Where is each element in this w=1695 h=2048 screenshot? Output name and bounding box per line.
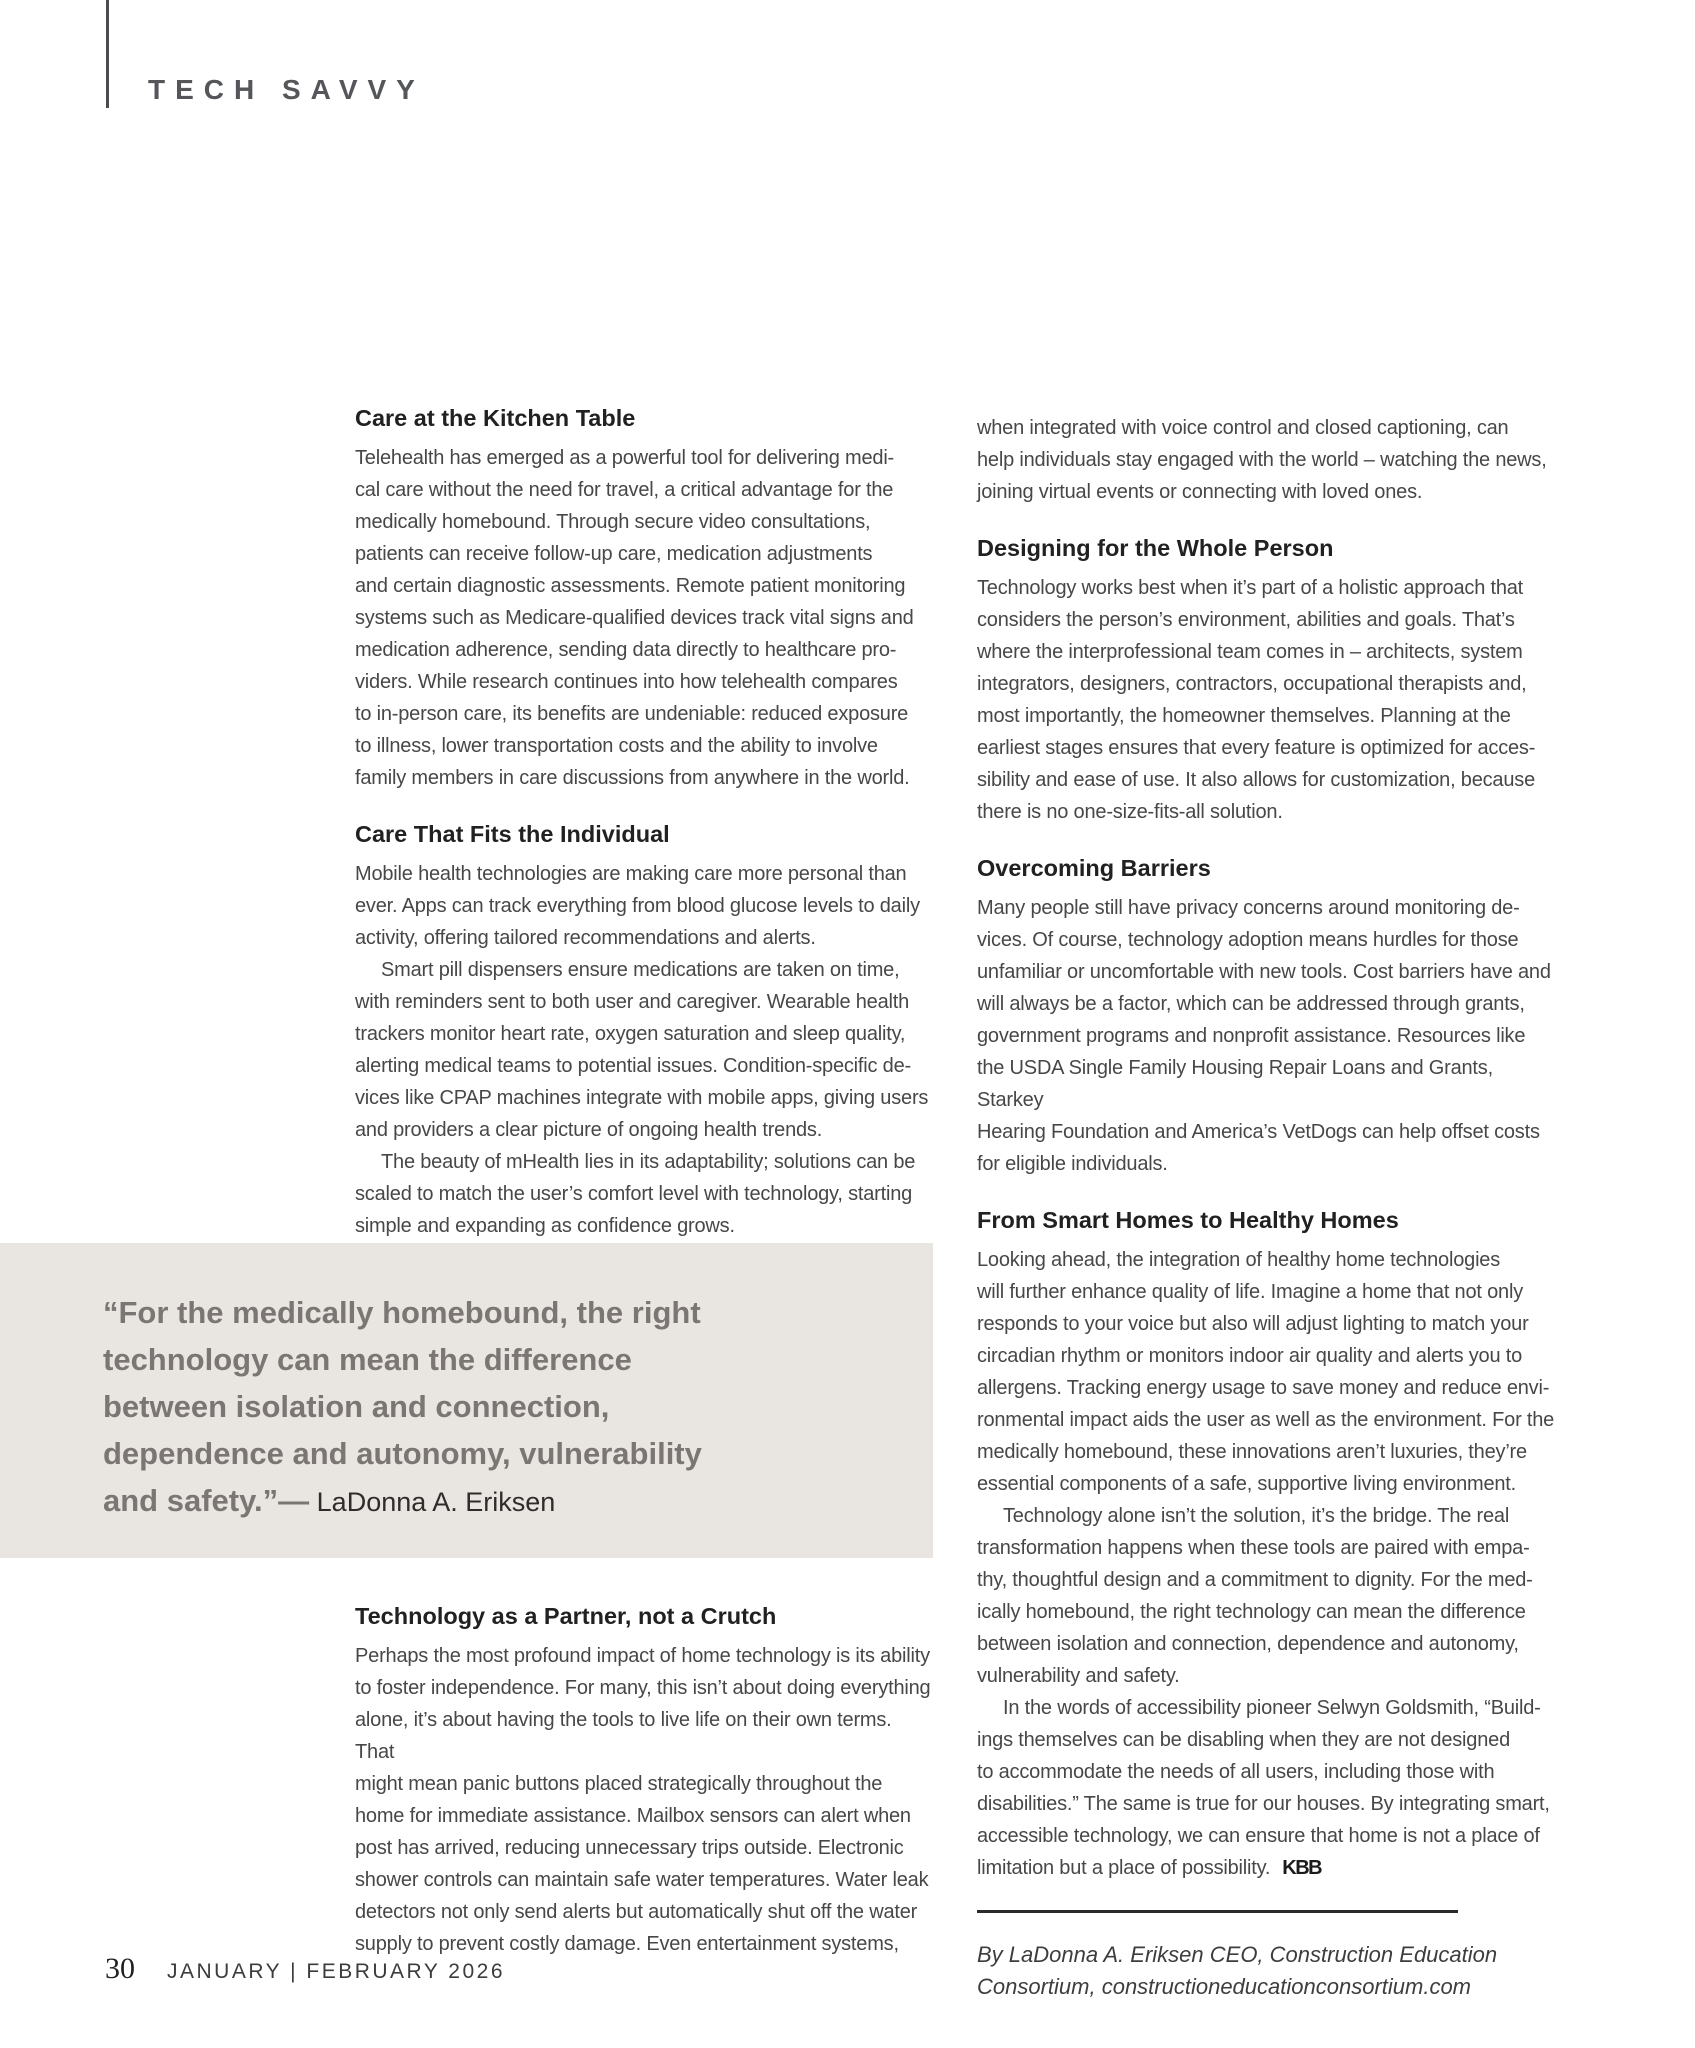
pull-quote-attribution: LaDonna A. Eriksen — [309, 1487, 556, 1517]
pull-quote-box — [0, 1243, 933, 1558]
page-number: 30 — [105, 1952, 135, 1985]
byline-divider-rule — [977, 1910, 1458, 1913]
paragraph: Telehealth has emerged as a powerful tool for delivering medi- cal care without the need for travel, a critical advantage for the medically homebound. Through secure video consultations, patients can receive follow-up care, medication adjustments and certain diagnostic assessments. Remote patient monitoring systems such as Medicare-qualified devices track vital signs and medication adherence, sending data directly to healthcare pro- viders. While research continues into how telehealth compares to in-person care, its benefits are undeniable: reduced exposure to illness, lower transportation costs and the ability to involve family members in care discussions from anywhere in the world. — [355, 447, 914, 789]
right-column — [977, 412, 1557, 2003]
section-heading-overcoming-barriers: Overcoming Barriers — [977, 855, 1211, 881]
paragraph: when integrated with voice control and closed captioning, can help individuals stay engaged with the world – watching the news, joining virtual events or connecting with loved ones. — [977, 417, 1547, 503]
paragraph: Looking ahead, the integration of healthy home technologies will further enhance quality of life. Imagine a home that not only responds to your voice but also will adjust lighting to match your circadian rhythm or monitors indoor air quality and alerts you to allergens. Tracking energy usage to save money and reduce envi- ronmental impact aids the user as well as the environment. For the medically homebound, these innovations aren’t luxuries, they’re essential components of a safe, supportive living environment. — [977, 1249, 1555, 1495]
page-footer — [105, 1952, 505, 1986]
paragraph: Many people still have privacy concerns around monitoring de- vices. Of course, technology adoption means hurdles for those unfamiliar or uncomfortable with new tools. Cost barriers have and will always be a factor, which can be addressed through grants, government programs and nonprofit assistance. Resources like the USDA Single Family Housing Repair Loans and Grants, Starkey Hearing Foundation and America’s VetDogs can help offset costs for eligible individuals. — [977, 897, 1551, 1175]
pull-quote — [103, 1289, 893, 1526]
paragraph: The beauty of mHealth lies in its adaptability; solutions can be scaled to match the user’s comfort level with technology, starting simple and expanding as confidence grows. — [355, 1151, 916, 1237]
paragraph: Technology works best when it’s part of a holistic approach that considers the person’s environment, abilities and goals. That’s where the interprofessional team comes in – architects, system integrators, designers, contractors, occupational therapists and, most importantly, the homeowner themselves. Planning at the earliest stages ensures that every feature is optimized for acces- sibility and ease of use. It also allows for customization, because there is no one-size-fits-all solution. — [977, 577, 1536, 823]
kicker-vertical-rule — [106, 0, 109, 108]
section-kicker: TECH SAVVY — [148, 74, 425, 105]
pull-quote-text: “For the medically homebound, the right technology can mean the difference between isolation and connection, dependence and autonomy, vulnerability and safety.”— — [103, 1295, 702, 1518]
section-heading-care-fits-individual: Care That Fits the Individual — [355, 821, 670, 847]
left-column-bottom — [355, 1598, 935, 1960]
kbb-end-mark: KBB — [1282, 1857, 1322, 1879]
section-heading-designing-whole-person: Designing for the Whole Person — [977, 535, 1334, 561]
section-heading-smart-healthy-homes: From Smart Homes to Healthy Homes — [977, 1207, 1399, 1233]
author-byline: By LaDonna A. Eriksen CEO, Construction Education Consortium, constructioneducationconsortium.com — [977, 1942, 1498, 1999]
paragraph: Perhaps the most profound impact of home technology is its ability to foster independence. For many, this isn’t about doing everything alone, it’s about having the tools to live life on their own terms. That might mean panic buttons placed strategically throughout the home for immediate assistance. Mailbox sensors can alert when post has arrived, reducing unnecessary trips outside. Electronic shower controls can maintain safe water temperatures. Water leak detectors not only send alerts but automatically shut off the water supply to prevent costly damage. Even entertainment systems, — [355, 1645, 931, 1955]
issue-date: JANUARY | FEBRUARY 2026 — [167, 1960, 506, 1983]
paragraph — [977, 1692, 1557, 1884]
section-heading-care-kitchen-table: Care at the Kitchen Table — [355, 405, 636, 431]
paragraph-text: In the words of accessibility pioneer Selwyn Goldsmith, “Build- ings themselves can be disabling when they are not designed to accommodate the needs of all users, including those with disabilities.” The same is true for our houses. By integrating smart, accessible technology, we can ensure that home is not a place of limitation but a place of possibility. — [977, 1697, 1550, 1879]
paragraph: Mobile health technologies are making care more personal than ever. Apps can track everything from blood glucose levels to daily activity, offering tailored recommendations and alerts. — [355, 863, 920, 949]
paragraph: Smart pill dispensers ensure medications are taken on time, with reminders sent to both user and caregiver. Wearable health trackers monitor heart rate, oxygen saturation and sleep quality, alerting medical teams to potential issues. Condition-specific de- vices like CPAP machines integrate with mobile apps, giving users and providers a clear picture of ongoing health trends. — [355, 959, 929, 1141]
left-column-top — [355, 400, 935, 1242]
paragraph: Technology alone isn’t the solution, it’s the bridge. The real transformation happens when these tools are paired with empa- thy, thoughtful design and a commitment to dignity. For the med- ically homebound, the right technology can mean the difference between isolation and connection, dependence and autonomy, vulnerability and safety. — [977, 1505, 1533, 1687]
section-heading-technology-partner: Technology as a Partner, not a Crutch — [355, 1603, 777, 1629]
